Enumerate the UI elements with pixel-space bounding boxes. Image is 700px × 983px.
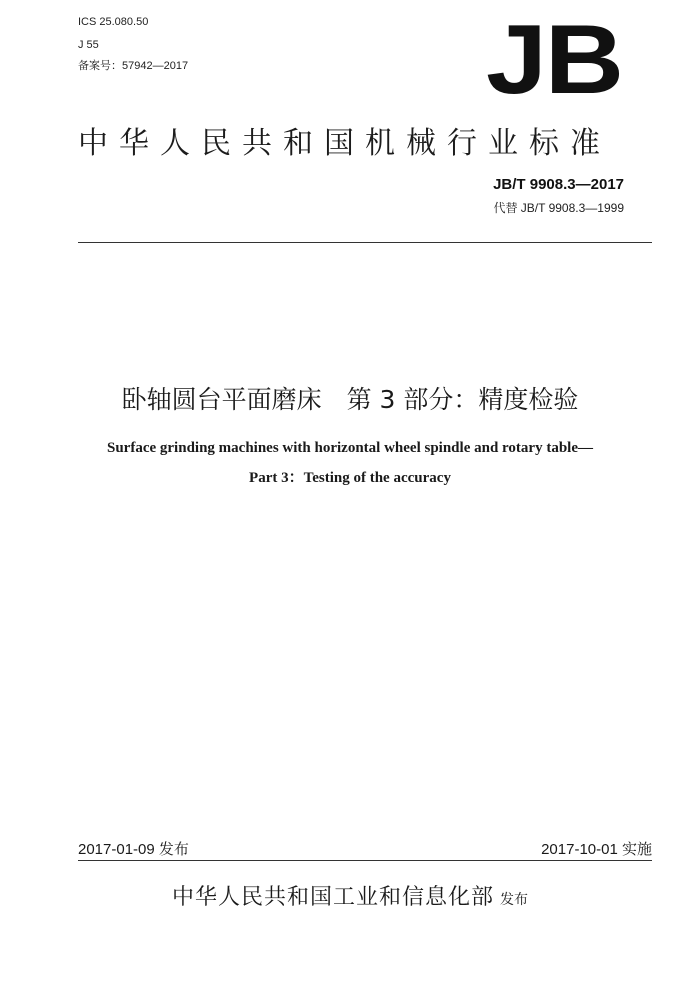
standard-code-text: JB/T 9908.3—2017: [493, 176, 624, 193]
ics-number: ICS 25.080.50: [78, 16, 149, 28]
publisher-suffix: 发布: [500, 892, 528, 908]
record-number: 备案号：57942—2017: [78, 60, 189, 72]
publisher-name: 中华人民共和国工业和信息化部: [171, 885, 494, 910]
publisher: [0, 880, 700, 911]
top-divider: [78, 242, 652, 243]
classification-code: J 55: [78, 39, 99, 51]
standard-code: [493, 176, 624, 193]
issue-date: 2017-01-09 发布: [78, 841, 189, 858]
title-chinese: 卧轴圆台平面磨床 第 3 部分：精度检验: [121, 385, 579, 414]
jb-logo: JB: [486, 4, 622, 114]
implementation-date: 2017-10-01 实施: [541, 841, 652, 858]
replaces-standard: 代替 JB/T 9908.3—1999: [493, 201, 624, 215]
bottom-divider: [78, 860, 652, 861]
title-english-line1: Surface grinding machines with horizontal wheel spindle and rotary table—: [107, 440, 593, 456]
title-english-line2: Part 3：Testing of the accuracy: [249, 470, 451, 486]
standard-organization: 中华人民共和国机械行业标准: [78, 126, 611, 161]
